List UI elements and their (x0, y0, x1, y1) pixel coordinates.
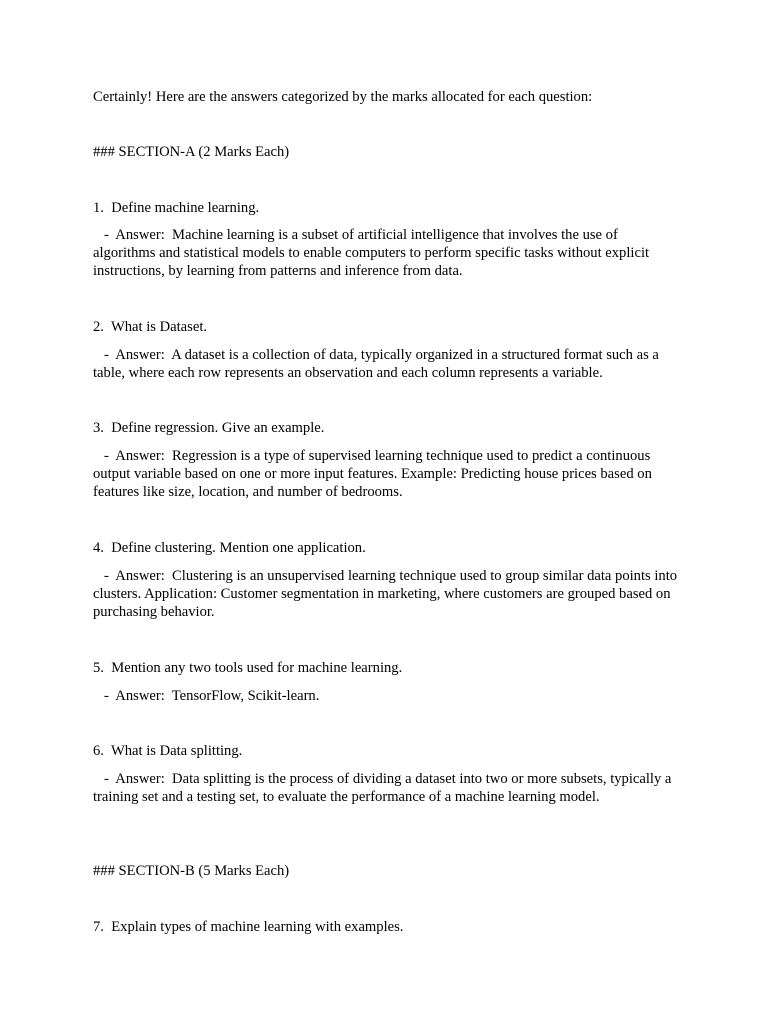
answer-5: - Answer: TensorFlow, Scikit-learn. (93, 688, 320, 704)
question-2: 2. What is Dataset. (93, 319, 208, 335)
intro-text: Certainly! Here are the answers categorized by the marks allocated for each question: (93, 89, 593, 105)
answer-3: - Answer: Regression is a type of supervised learning technique used to predict a continuous output variable based on one or more input features. Example: Predicting house prices based on features like size, location, and number of bedrooms. (93, 448, 656, 500)
section-a-heading: ### SECTION-A (2 Marks Each) (93, 144, 290, 160)
question-3: 3. Define regression. Give an example. (93, 420, 325, 436)
answer-4: - Answer: Clustering is an unsupervised learning technique used to group similar data points into clusters. Application: Customer segmentation in marketing, where customers are grouped based on purchasing behavior. (93, 568, 681, 620)
question-1: 1. Define machine learning. (93, 200, 260, 216)
answer-2: - Answer: A dataset is a collection of data, typically organized in a structured format such as a table, where each row represents an observation and each column represents a variable. (93, 347, 663, 381)
answer-1: - Answer: Machine learning is a subset of artificial intelligence that involves the use of algorithms and statistical models to enable computers to perform specific tasks without explicit instructions, by learning from patterns and inference from data. (93, 227, 653, 279)
question-4: 4. Define clustering. Mention one application. (93, 540, 366, 556)
answer-6: - Answer: Data splitting is the process of dividing a dataset into two or more subsets, typically a training set and a testing set, to evaluate the performance of a machine learning model. (93, 771, 676, 805)
question-6: 6. What is Data splitting. (93, 743, 243, 759)
question-7: 7. Explain types of machine learning with examples. (93, 919, 404, 935)
section-b-heading: ### SECTION-B (5 Marks Each) (93, 863, 290, 879)
question-5: 5. Mention any two tools used for machine learning. (93, 660, 403, 676)
